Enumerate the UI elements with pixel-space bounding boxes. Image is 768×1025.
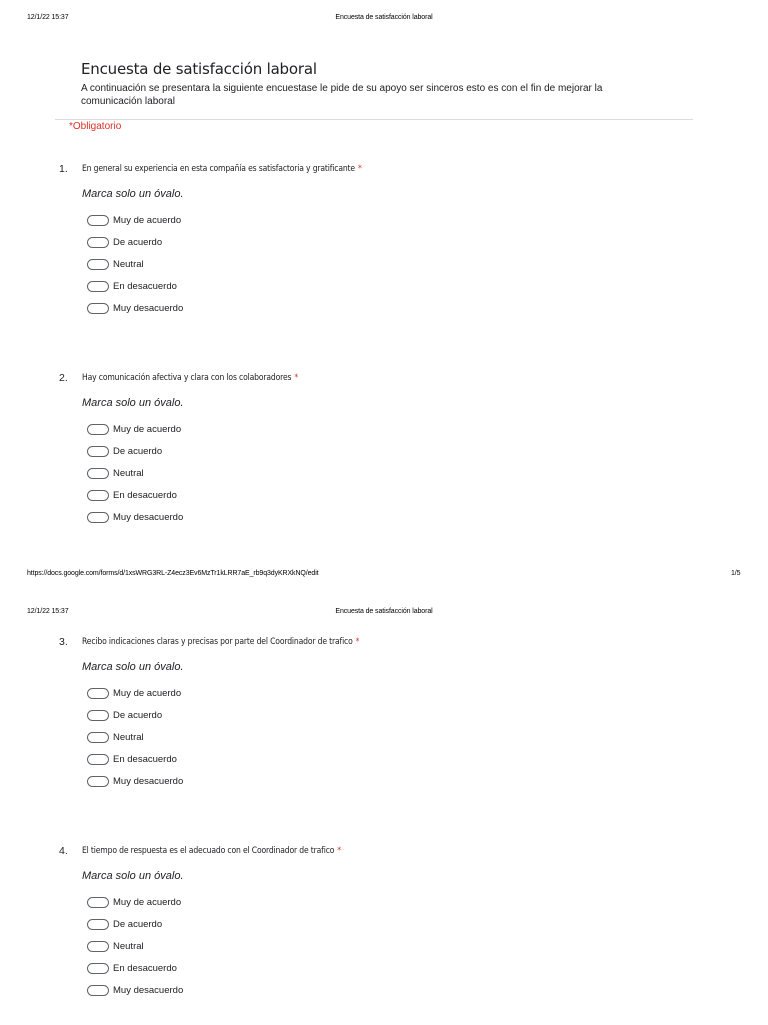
option-label: En desacuerdo [113, 490, 177, 501]
radio-oval-icon[interactable] [87, 446, 109, 457]
option-label: Muy de acuerdo [113, 688, 182, 699]
option-label: En desacuerdo [113, 754, 177, 765]
print-url: https://docs.google.com/forms/d/1xsWRG3RL-Z4ecz3Ev6MzTr1kLRR7aE_rb9q3dyKRXkNQ/edit [27, 570, 319, 577]
question-2 [0, 372, 768, 552]
question-instruction: Marca solo un óvalo. [82, 661, 184, 673]
question-instruction: Marca solo un óvalo. [82, 397, 184, 409]
option-label: De acuerdo [113, 237, 163, 248]
form-description: A continuación se presentara la siguiente encuestase le pide de su apoyo ser sinceros esto es con el fin de mejorar la comunicación laboral [81, 83, 603, 107]
question-text [82, 373, 298, 383]
radio-oval-icon[interactable] [87, 897, 109, 908]
radio-oval-icon[interactable] [87, 424, 109, 435]
option-en-desacuerdo[interactable] [87, 280, 183, 302]
radio-oval-icon[interactable] [87, 512, 109, 523]
radio-oval-icon[interactable] [87, 754, 109, 765]
print-header-title-page2: Encuesta de satisfacción laboral [335, 608, 433, 615]
radio-oval-icon[interactable] [87, 490, 109, 501]
question-1 [0, 163, 768, 343]
required-asterisk: * [294, 373, 299, 383]
option-label: De acuerdo [113, 710, 163, 721]
option-de-acuerdo[interactable] [87, 236, 183, 258]
radio-oval-icon[interactable] [87, 941, 109, 952]
radio-oval-icon[interactable] [87, 919, 109, 930]
option-label: En desacuerdo [113, 963, 177, 974]
radio-oval-icon[interactable] [87, 468, 109, 479]
radio-oval-icon[interactable] [87, 710, 109, 721]
option-list [87, 687, 183, 797]
question-number: 4. [59, 845, 68, 857]
required-asterisk: * [355, 637, 360, 647]
option-list [87, 423, 183, 533]
form-title: Encuesta de satisfacción laboral [81, 60, 317, 78]
question-text [82, 164, 362, 174]
option-label: Muy desacuerdo [113, 512, 184, 523]
radio-oval-icon[interactable] [87, 688, 109, 699]
question-text-content: En general su experiencia en esta compañía es satisfactoria y gratificante [82, 164, 355, 174]
option-label: De acuerdo [113, 919, 163, 930]
radio-oval-icon[interactable] [87, 732, 109, 743]
print-datetime-page2: 12/1/22 15:37 [27, 608, 69, 615]
option-label: Neutral [113, 941, 144, 952]
option-muy-de-acuerdo[interactable] [87, 214, 183, 236]
option-neutral[interactable] [87, 258, 183, 280]
option-en-desacuerdo[interactable] [87, 489, 183, 511]
radio-oval-icon[interactable] [87, 303, 109, 314]
option-label: Muy desacuerdo [113, 303, 184, 314]
option-en-desacuerdo[interactable] [87, 962, 183, 984]
option-de-acuerdo[interactable] [87, 918, 183, 940]
option-label: Neutral [113, 732, 144, 743]
option-muy-desacuerdo[interactable] [87, 984, 183, 1006]
print-datetime: 12/1/22 15:37 [27, 14, 69, 21]
option-list [87, 896, 183, 1006]
option-de-acuerdo[interactable] [87, 709, 183, 731]
option-label: Muy de acuerdo [113, 424, 182, 435]
radio-oval-icon[interactable] [87, 215, 109, 226]
question-3 [0, 636, 768, 816]
required-note: *Obligatorio [69, 121, 122, 132]
question-text [82, 637, 359, 647]
option-label: Muy desacuerdo [113, 985, 184, 996]
option-neutral[interactable] [87, 731, 183, 753]
question-text-content: Hay comunicación afectiva y clara con los colaboradores [82, 373, 292, 383]
radio-oval-icon[interactable] [87, 237, 109, 248]
option-muy-desacuerdo[interactable] [87, 775, 183, 797]
radio-oval-icon[interactable] [87, 259, 109, 270]
radio-oval-icon[interactable] [87, 776, 109, 787]
option-label: Muy de acuerdo [113, 897, 182, 908]
option-label: Muy desacuerdo [113, 776, 184, 787]
option-muy-de-acuerdo[interactable] [87, 896, 183, 918]
question-text-content: Recibo indicaciones claras y precisas por parte del Coordinador de trafico [82, 637, 353, 647]
required-asterisk: * [337, 846, 341, 856]
option-de-acuerdo[interactable] [87, 445, 183, 467]
radio-oval-icon[interactable] [87, 281, 109, 292]
header-divider [55, 119, 693, 120]
option-en-desacuerdo[interactable] [87, 753, 183, 775]
option-label: Neutral [113, 259, 144, 270]
radio-oval-icon[interactable] [87, 963, 109, 974]
option-neutral[interactable] [87, 940, 183, 962]
question-number: 1. [59, 163, 68, 175]
option-label: En desacuerdo [113, 281, 177, 292]
option-muy-de-acuerdo[interactable] [87, 687, 183, 709]
option-label: De acuerdo [113, 446, 163, 457]
question-text [82, 846, 341, 856]
radio-oval-icon[interactable] [87, 985, 109, 996]
question-instruction: Marca solo un óvalo. [82, 188, 184, 200]
option-muy-desacuerdo[interactable] [87, 302, 183, 324]
print-page-number: 1/5 [731, 570, 741, 577]
required-asterisk: * [357, 164, 362, 174]
option-muy-desacuerdo[interactable] [87, 511, 183, 533]
option-list [87, 214, 183, 324]
question-text-content: El tiempo de respuesta es el adecuado con el Coordinador de trafico [82, 846, 335, 856]
print-header-title: Encuesta de satisfacción laboral [335, 14, 433, 21]
option-label: Neutral [113, 468, 144, 479]
option-label: Muy de acuerdo [113, 215, 182, 226]
question-number: 3. [59, 636, 68, 648]
option-neutral[interactable] [87, 467, 183, 489]
question-number: 2. [59, 372, 68, 384]
option-muy-de-acuerdo[interactable] [87, 423, 183, 445]
question-instruction: Marca solo un óvalo. [82, 870, 184, 882]
question-4 [0, 845, 768, 1025]
